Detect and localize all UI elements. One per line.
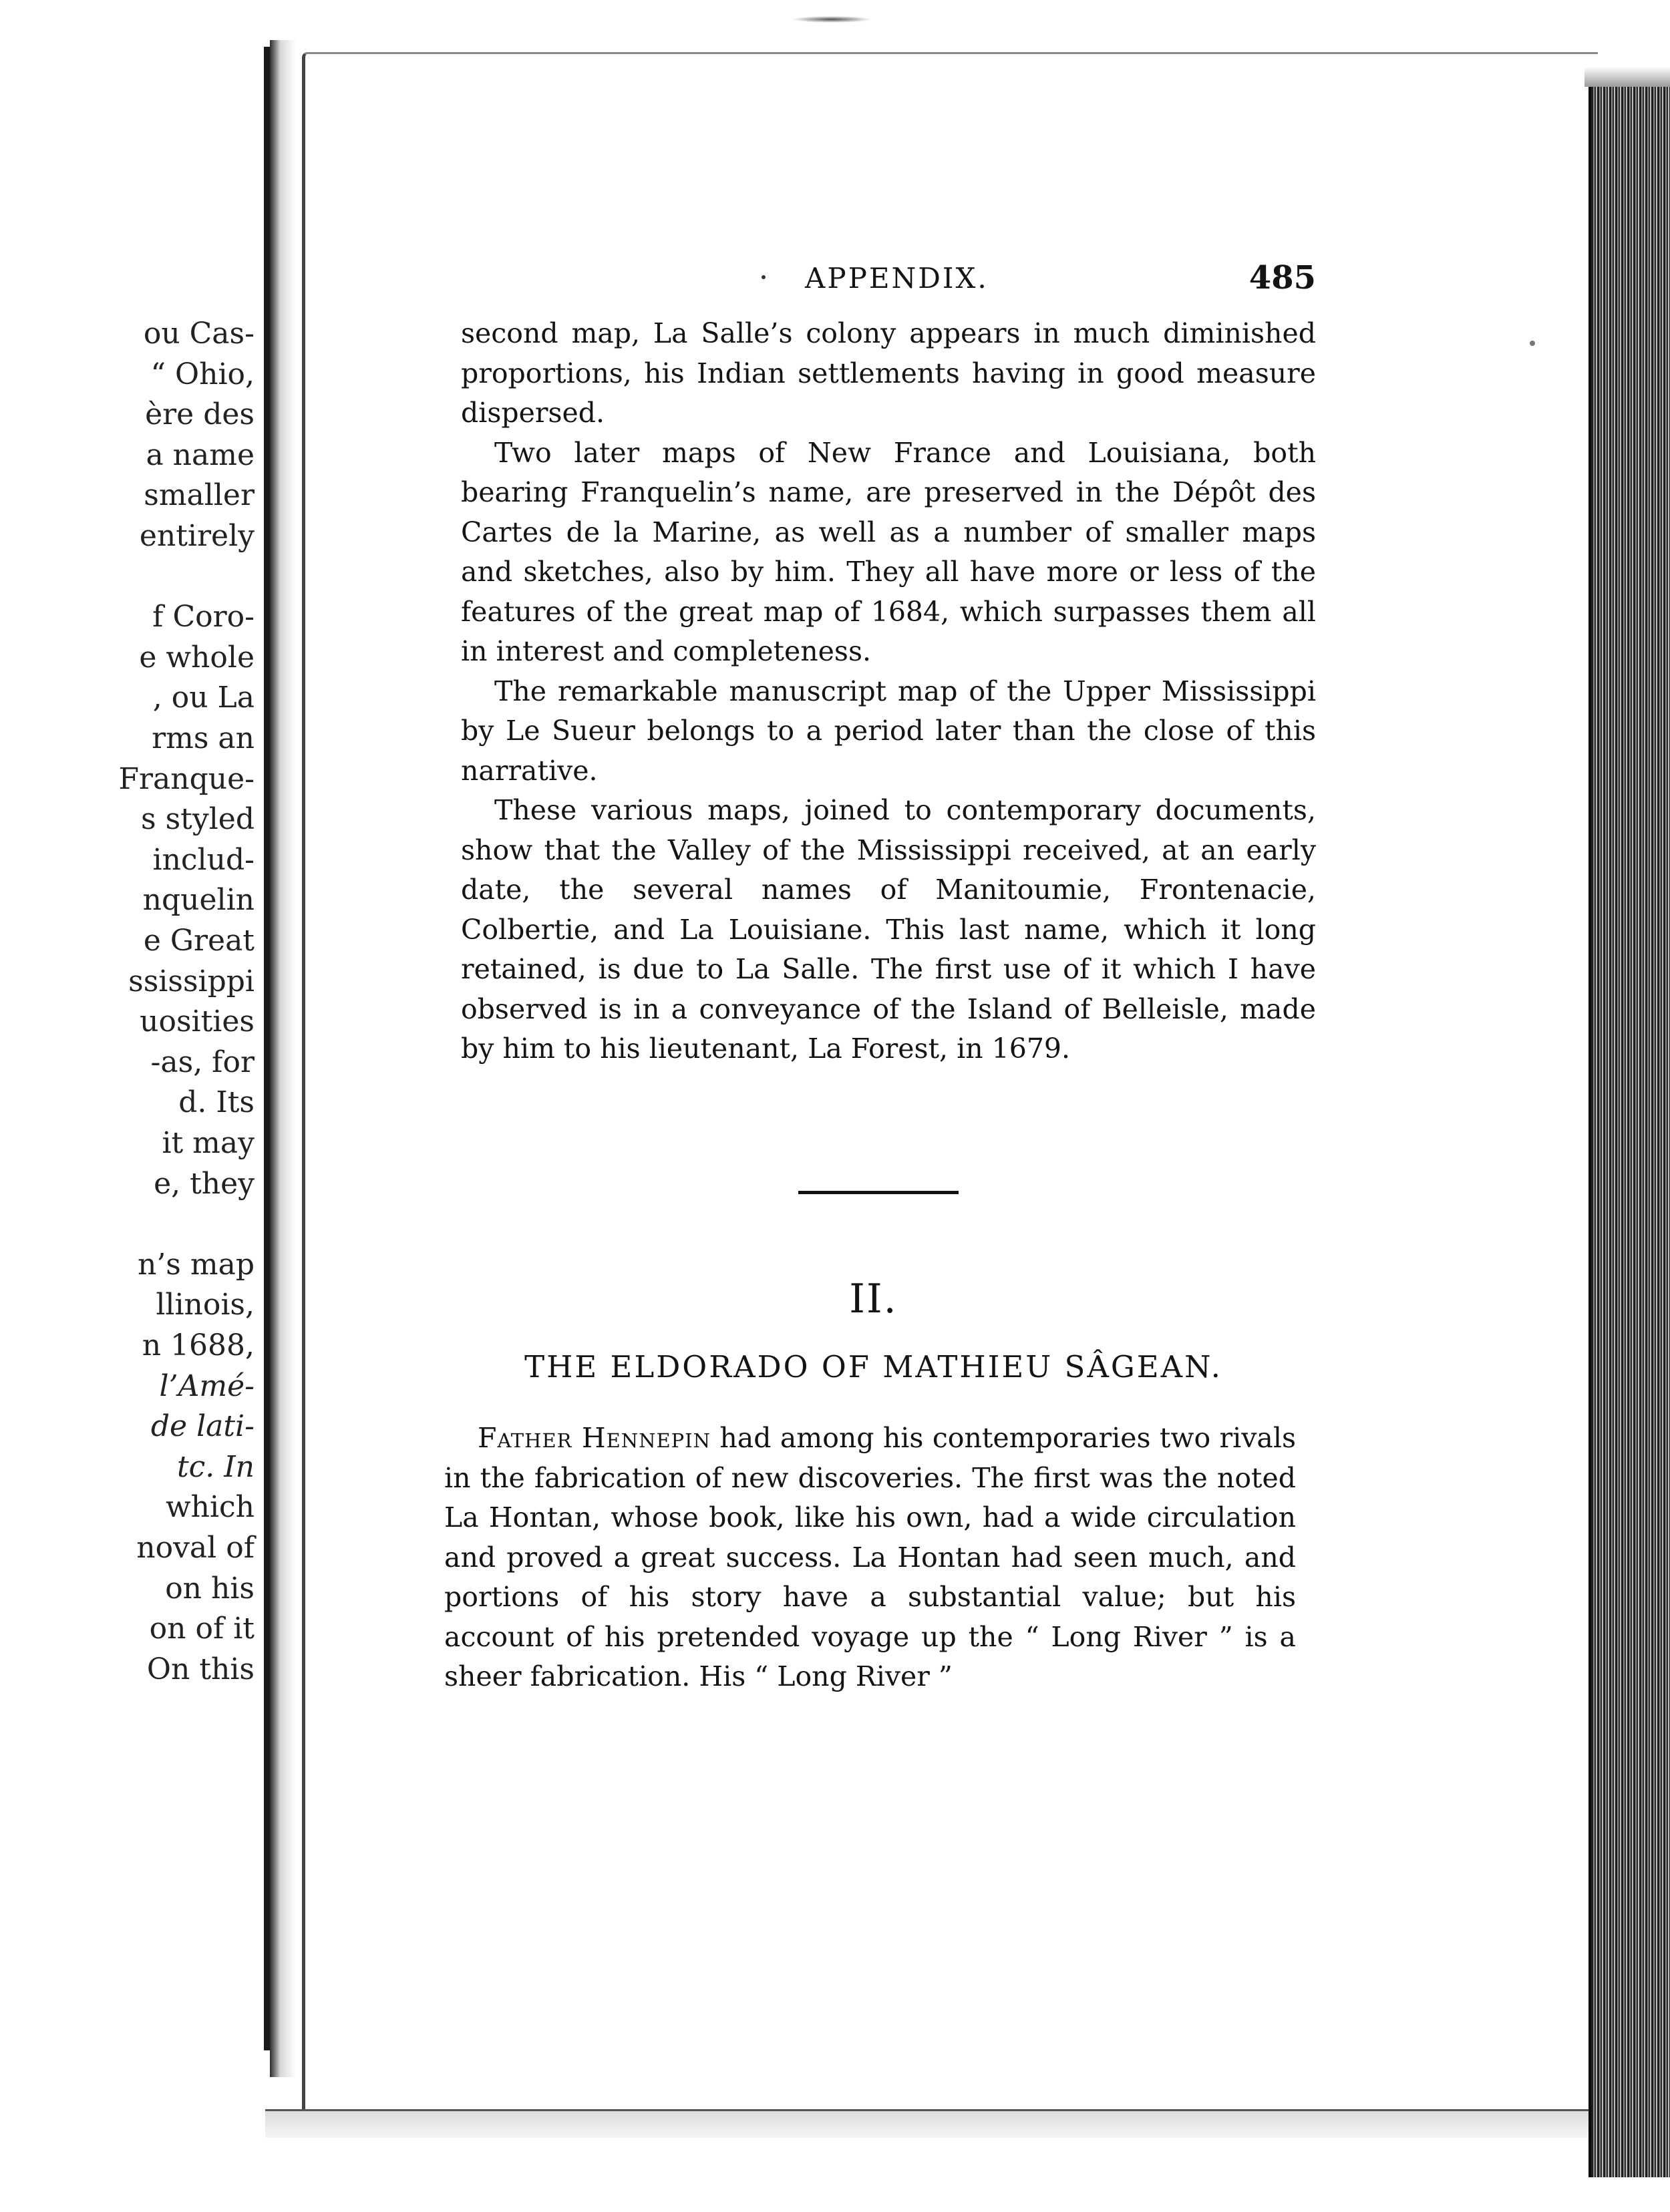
scan-artifact: [792, 16, 872, 23]
page-number: 485: [1248, 259, 1316, 297]
margin-mark: [1530, 341, 1535, 346]
facing-left-page: [0, 47, 270, 2050]
left-page-line: nquelin: [142, 883, 255, 918]
left-page-line: rms an: [152, 721, 255, 755]
page-edges-top: [1584, 67, 1670, 87]
left-page-line: ssissippi: [128, 964, 255, 998]
left-page-line: on his: [165, 1571, 255, 1606]
left-page-line: which: [165, 1490, 255, 1525]
left-page-line: l’Amé-: [159, 1368, 255, 1403]
running-header-title: APPENDIX.: [805, 262, 989, 295]
left-page-line: , ou La: [152, 681, 255, 715]
left-page-line: Franque-: [118, 761, 255, 796]
left-page-line: e Great: [143, 924, 255, 958]
left-page-line: d. Its: [178, 1085, 255, 1120]
left-page-line: includ-: [152, 842, 255, 877]
left-page-line: entirely: [139, 519, 255, 553]
left-page-line: ère des: [145, 397, 255, 432]
left-page-line: on of it: [149, 1612, 255, 1646]
left-page-line: -as, for: [150, 1045, 255, 1079]
paragraph: The remarkable manuscript map of the Upper Mississippi by Le Sueur belongs to a period later than the close of this narrative.: [461, 675, 1316, 787]
book-page-edges: [1589, 80, 1670, 2177]
left-page-line: noval of: [136, 1531, 255, 1565]
left-page-line: uosities: [140, 1004, 255, 1039]
paragraph: second map, La Salle’s colony appears in much diminished proportions, his Indian settlements having in good measure dispersed.: [461, 317, 1316, 429]
paragraph: These various maps, joined to contemporary documents, show that the Valley of the Mississippi received, at an early date, the several names of Manitoumie, Frontenacie, Colbertie, and La Louisiane. This last name, which it long retained, is due to La Salle. The first use of it which I have observed is in a conveyance of the Island of Belleisle, made by him to his lieutenant, La Forest, in 1679.: [461, 794, 1316, 1065]
paragraph: [444, 1419, 1296, 1697]
section-title: THE ELDORADO OF MATHIEU SÂGEAN.: [524, 1349, 1222, 1385]
left-page-line: it may: [162, 1126, 255, 1160]
header-dot: [762, 275, 766, 279]
left-page-line: n 1688,: [142, 1328, 255, 1362]
section-numeral: II.: [849, 1276, 898, 1322]
appendix-text-block: [461, 314, 1316, 1069]
section-text-block: [444, 1419, 1296, 1697]
paragraph: Two later maps of New France and Louisiana, both bearing Franquelin’s name, are preserved in the Dépôt des Cartes de la Marine, as well as a number of smaller maps and sketches, also by him. They all have more or less of the features of the great map of 1684, which surpasses them all in interest and completeness.: [461, 436, 1316, 667]
left-page-line: de lati-: [150, 1409, 255, 1444]
left-page-line: “ Ohio,: [150, 357, 255, 391]
left-page-line: f Coro-: [152, 600, 255, 634]
left-page-line: On this: [146, 1652, 255, 1686]
page-bottom-edge: [265, 2109, 1670, 2138]
left-page-line: n’s map: [137, 1247, 255, 1282]
section-divider-rule: [798, 1191, 959, 1194]
left-page-line: llinois,: [156, 1288, 255, 1322]
paragraph-body: had among his contemporaries two rivals in the fabrication of new discoveries. The first was the noted La Hontan, whose book, like his own, had a wide circulation and proved a great success. La Hontan had seen much, and portions of his story have a substantial value; but his account of his pretended voyage up the “ Long River ” is a sheer fabrication. His “ Long River ”: [444, 1422, 1296, 1692]
left-page-line: s styled: [141, 802, 255, 837]
left-page-line: a name: [146, 437, 255, 472]
left-page-line: ou Cas-: [143, 317, 255, 351]
left-page-line: e, they: [154, 1166, 255, 1201]
paragraph-lead: Father Hennepin: [478, 1422, 711, 1454]
left-page-line: smaller: [144, 478, 255, 513]
left-page-line: e whole: [139, 640, 255, 675]
left-page-line: tc. In: [176, 1449, 255, 1484]
